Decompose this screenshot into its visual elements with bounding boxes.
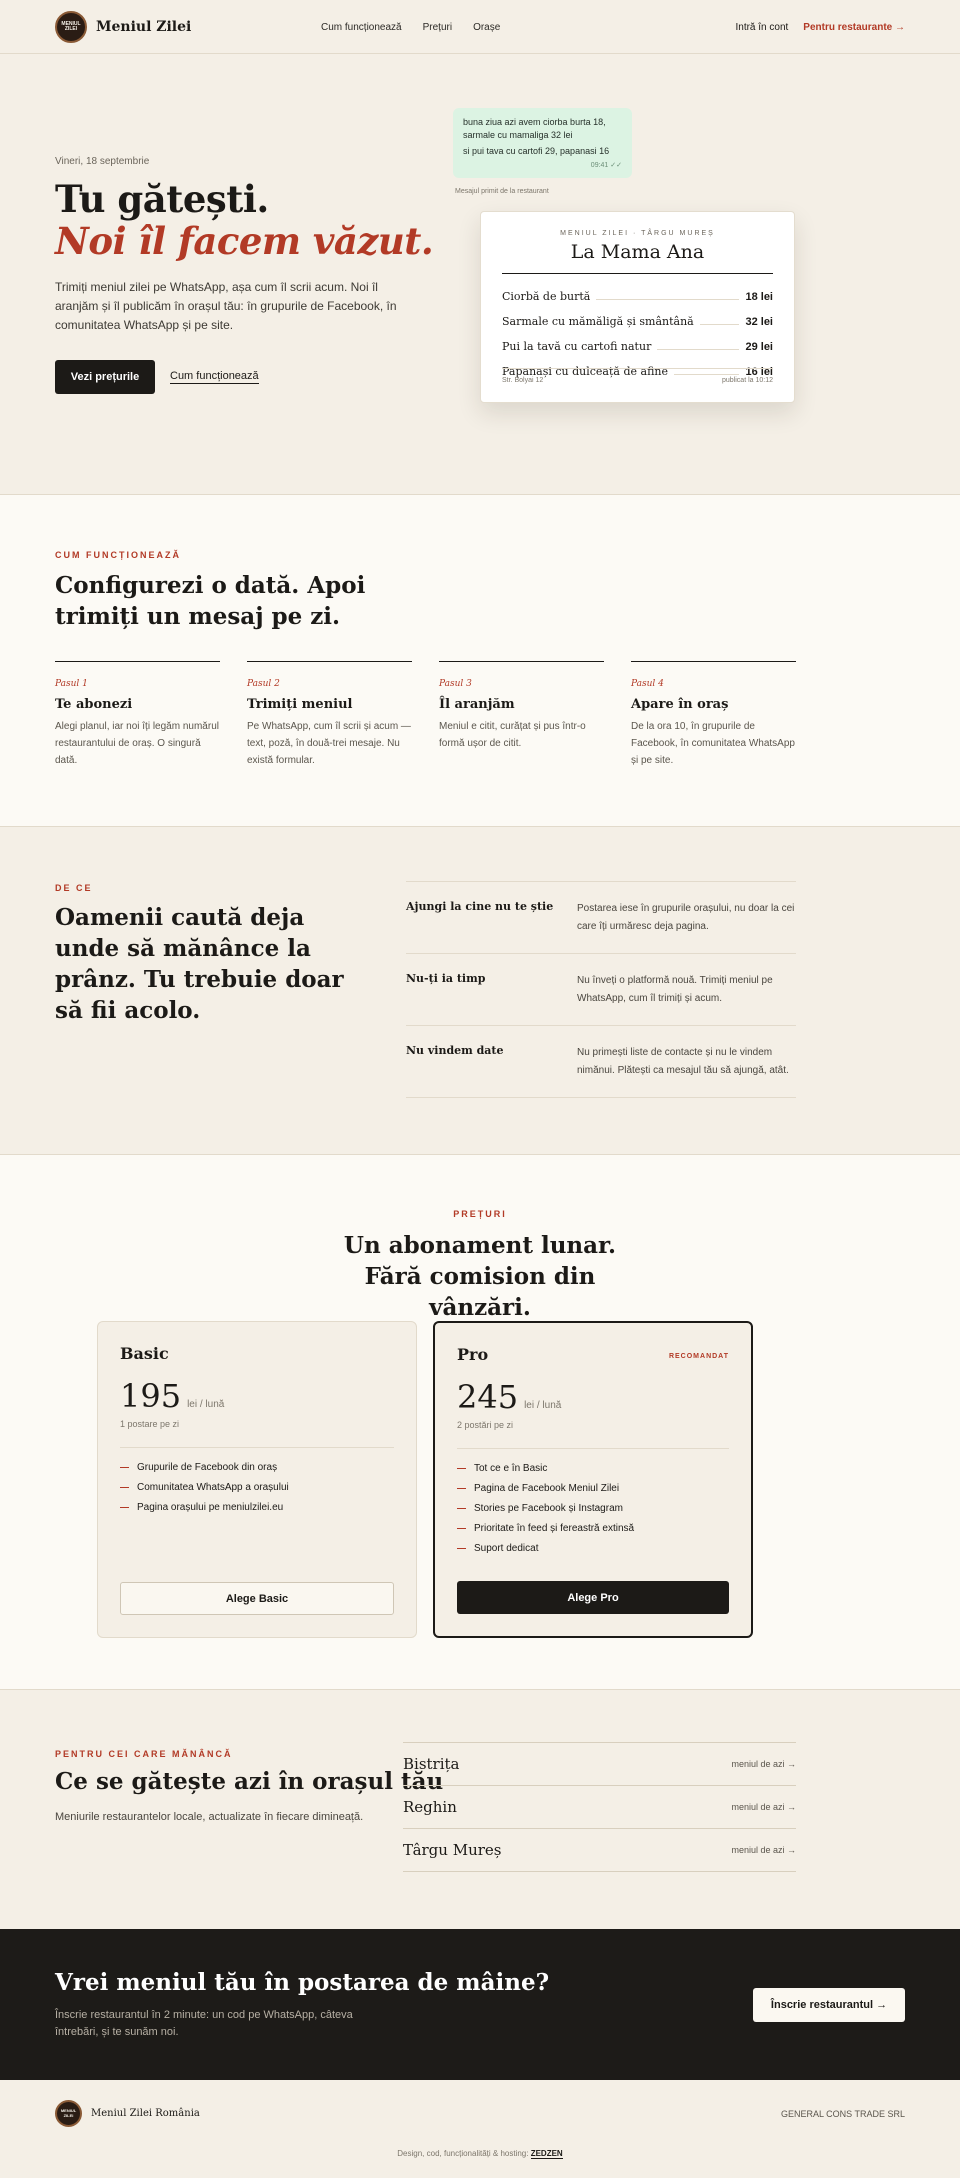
pricing-section: [0, 1155, 960, 1690]
reason-row: [406, 954, 796, 1026]
plan-features: [120, 1462, 394, 1513]
reason-row: [406, 1026, 796, 1098]
dish-name: Papanași cu dulceață de afine: [502, 365, 668, 378]
steps-list: [55, 661, 905, 769]
login-link[interactable]: Intră în cont: [735, 21, 789, 33]
step-text: Alegi planul, iar noi îți legăm numărul restaurantului de oraș. O singură dată.: [55, 721, 219, 766]
recommended-badge: RECOMANDAT: [668, 1353, 729, 1360]
menu-card-footer: [502, 368, 773, 384]
site-header: [0, 0, 960, 54]
dish-row: [502, 340, 773, 353]
city-link: meniul de azi →: [731, 1802, 796, 1812]
zedzen-link[interactable]: ZEDZEN: [530, 2149, 563, 2158]
signup-cta-section: [0, 1929, 960, 2080]
section-kicker: PREȚURI: [453, 1209, 507, 1219]
hero-date: Vineri, 18 septembrie: [55, 156, 150, 167]
city-name: Târgu Mureș: [403, 1841, 502, 1859]
see-prices-button[interactable]: Vezi prețurile: [55, 360, 155, 394]
reason-text: Nu primești liste de contacte și nu le vindem nimănui. Plătești ca mesajul tău să ajungă, atât.: [577, 1047, 789, 1076]
nav-pricing[interactable]: Prețuri: [422, 21, 453, 33]
plan-unit: lei / lună: [187, 1399, 225, 1410]
step-text: De la ora 10, în grupurile de Facebook, în comunitatea WhatsApp și pe site.: [631, 721, 795, 766]
reason-text: Nu înveți o platformă nouă. Trimiți meniul pe WhatsApp, cum îl trimiți și acum.: [577, 975, 773, 1004]
published-time: publicat la 10:12: [722, 377, 773, 384]
nav-cities[interactable]: Orașe: [473, 21, 501, 33]
city-link: meniul de azi →: [731, 1759, 796, 1769]
menu-card-kicker: MENIUL ZILEI · TÂRGU MUREȘ: [560, 230, 715, 237]
reason-title: Nu vindem date: [406, 1044, 504, 1057]
city-name: Bistrița: [403, 1755, 460, 1773]
step-text: Meniul e citit, curățat și pus într-o formă ușor de citit.: [439, 721, 586, 749]
feature-item: Tot ce e în Basic: [457, 1463, 729, 1474]
step-title: Trimiți meniul: [247, 697, 353, 712]
dish-price: 16 lei: [745, 366, 773, 378]
feature-item: Pagina de Facebook Meniul Zilei: [457, 1483, 729, 1494]
dish-leader: [657, 349, 739, 350]
feature-item: Pagina orașului pe meniulzilei.eu: [120, 1502, 394, 1513]
credit-text: Design, cod, funcționalități & hosting:: [397, 2149, 529, 2158]
brand-name: Meniul Zilei: [96, 19, 192, 35]
feature-item: Stories pe Facebook și Instagram: [457, 1503, 729, 1514]
step-title: Te abonezi: [55, 697, 133, 712]
hero-title: [55, 178, 433, 262]
divider: [120, 1447, 394, 1448]
hero-title-line1: Tu gătești.: [55, 177, 269, 221]
city-link: meniul de azi →: [731, 1845, 796, 1855]
dish-price: 32 lei: [745, 316, 773, 328]
reason-title: Nu-ți ia timp: [406, 972, 486, 985]
restaurant-address: Str. Bolyai 12: [502, 377, 544, 384]
plan-price: 195: [120, 1377, 182, 1415]
dish-price: 29 lei: [745, 341, 773, 353]
step-item: [55, 661, 220, 769]
reason-row: [406, 882, 796, 954]
brand-logo: MENIUL ZILEI: [55, 2100, 82, 2127]
plan-price: 245: [457, 1378, 519, 1416]
message-line-2: si pui tava cu cartofi 29, papanasi 16: [463, 146, 610, 156]
menu-card: [480, 211, 795, 403]
footer-logo: [55, 2100, 200, 2127]
hero-title-line2: Noi îl facem văzut.: [55, 219, 434, 263]
step-title: Îl aranjăm: [439, 697, 515, 712]
message-line-1: buna ziua azi avem ciorba burta 18, sarmale cu mamaliga 32 lei: [463, 117, 606, 140]
step-number: Pasul 4: [631, 679, 664, 689]
main-nav: [321, 22, 500, 33]
message-time: 09:41 ✓✓: [590, 162, 622, 169]
section-title: [55, 1230, 905, 1323]
dish-name: Sarmale cu mămăligă și smântână: [502, 315, 694, 328]
plan-name: Basic: [120, 1344, 169, 1363]
divider: [457, 1448, 729, 1449]
choose-basic-button[interactable]: Alege Basic: [120, 1582, 394, 1615]
step-item: [247, 661, 412, 769]
plan-basic: [97, 1321, 417, 1638]
feature-item: Prioritate în feed și fereastră extinsă: [457, 1523, 729, 1534]
feature-item: Grupurile de Facebook din oraș: [120, 1462, 394, 1473]
section-text: Meniurile restaurantelor locale, actualizate în fiecare dimineață.: [55, 1811, 364, 1823]
city-row-targu-mures[interactable]: [403, 1829, 796, 1872]
step-item: [439, 661, 604, 769]
section-kicker: DE CE: [55, 883, 93, 893]
hero-lead: Trimiți meniul zilei pe WhatsApp, așa cum îl scrii acum. Noi îl aranjăm și îl publicăm în orașul tău: în grupurile de Facebook, în comunitatea WhatsApp și pe site.: [55, 280, 397, 332]
dish-price: 18 lei: [745, 291, 773, 303]
reasons-list: [406, 881, 796, 1098]
company-name: GENERAL CONS TRADE SRL: [780, 2109, 905, 2119]
plan-features: [457, 1463, 729, 1554]
plan-pro: [433, 1321, 753, 1638]
pricing-title: Un abonament lunar. Fără comision din vânzări.: [343, 1232, 617, 1321]
cta-title: Vrei meniul tău în postarea de mâine?: [55, 1969, 550, 1996]
site-footer: [0, 2080, 960, 2178]
section-title: Configurezi o dată. Apoi trimiți un mesaj pe zi.: [55, 572, 366, 630]
dish-leader: [700, 324, 740, 325]
restaurant-name: La Mama Ana: [502, 241, 773, 274]
for-restaurants-link[interactable]: Pentru restaurante →: [803, 21, 905, 33]
step-number: Pasul 1: [55, 679, 88, 689]
section-title: Ce se gătește azi în orașul tău: [55, 1768, 444, 1795]
feature-item: Suport dedicat: [457, 1543, 729, 1554]
plan-posts: 1 postare pe zi: [120, 1419, 180, 1429]
signup-restaurant-button[interactable]: Înscrie restaurantul →: [753, 1988, 905, 2022]
city-row-bistrita[interactable]: [403, 1743, 796, 1786]
dish-row: [502, 290, 773, 303]
step-title: Apare în oraș: [631, 697, 729, 712]
step-number: Pasul 3: [439, 679, 472, 689]
city-name: Reghin: [403, 1798, 457, 1816]
why-section: [0, 827, 960, 1155]
dish-name: Ciorbă de burtă: [502, 290, 591, 303]
dish-row: [502, 315, 773, 328]
nav-how-it-works[interactable]: Cum funcționează: [321, 21, 402, 33]
credits: [55, 2149, 905, 2158]
step-number: Pasul 2: [247, 679, 280, 689]
feature-item: Comunitatea WhatsApp a orașului: [120, 1482, 394, 1493]
city-row-reghin[interactable]: [403, 1786, 796, 1829]
message-caption: Mesajul primit de la restaurant: [455, 188, 549, 195]
plan-unit: lei / lună: [524, 1400, 562, 1411]
cta-text: Înscrie restaurantul în 2 minute: un cod pe WhatsApp, câteva întrebări, și te sunăm noi.: [55, 2009, 353, 2038]
dish-leader: [596, 299, 739, 300]
step-item: [631, 661, 796, 769]
section-title: Oamenii caută deja unde să mănânce la prânz. Tu trebuie doar să fii acolo.: [55, 904, 344, 1024]
home-logo-link[interactable]: [55, 11, 191, 43]
reason-text: Postarea iese în grupurile orașului, nu doar la cei care îți urmăresc deja pagina.: [577, 903, 795, 932]
section-kicker: PENTRU CEI CARE MĂNÂNCĂ: [55, 1749, 233, 1759]
step-text: Pe WhatsApp, cum îl scrii și acum — text, poză, în două-trei mesaje. Nu există formular.: [247, 721, 411, 766]
cities-section: [0, 1690, 960, 1929]
brand-logo: MENIUL ZILEI: [55, 11, 87, 43]
how-it-works-link[interactable]: Cum funcționează: [170, 370, 259, 382]
plan-name: Pro: [457, 1345, 489, 1364]
footer-title: Meniul Zilei România: [91, 2108, 200, 2119]
section-kicker: CUM FUNCȚIONEAZĂ: [55, 550, 181, 560]
plan-posts: 2 postări pe zi: [457, 1420, 514, 1430]
how-it-works-section: [0, 495, 960, 827]
whatsapp-message: [453, 108, 632, 178]
hero-section: [0, 54, 960, 495]
choose-pro-button[interactable]: Alege Pro: [457, 1581, 729, 1614]
reason-title: Ajungi la cine nu te știe: [406, 900, 554, 913]
dish-name: Pui la tavă cu cartofi natur: [502, 340, 652, 353]
cities-list: [403, 1742, 796, 1872]
